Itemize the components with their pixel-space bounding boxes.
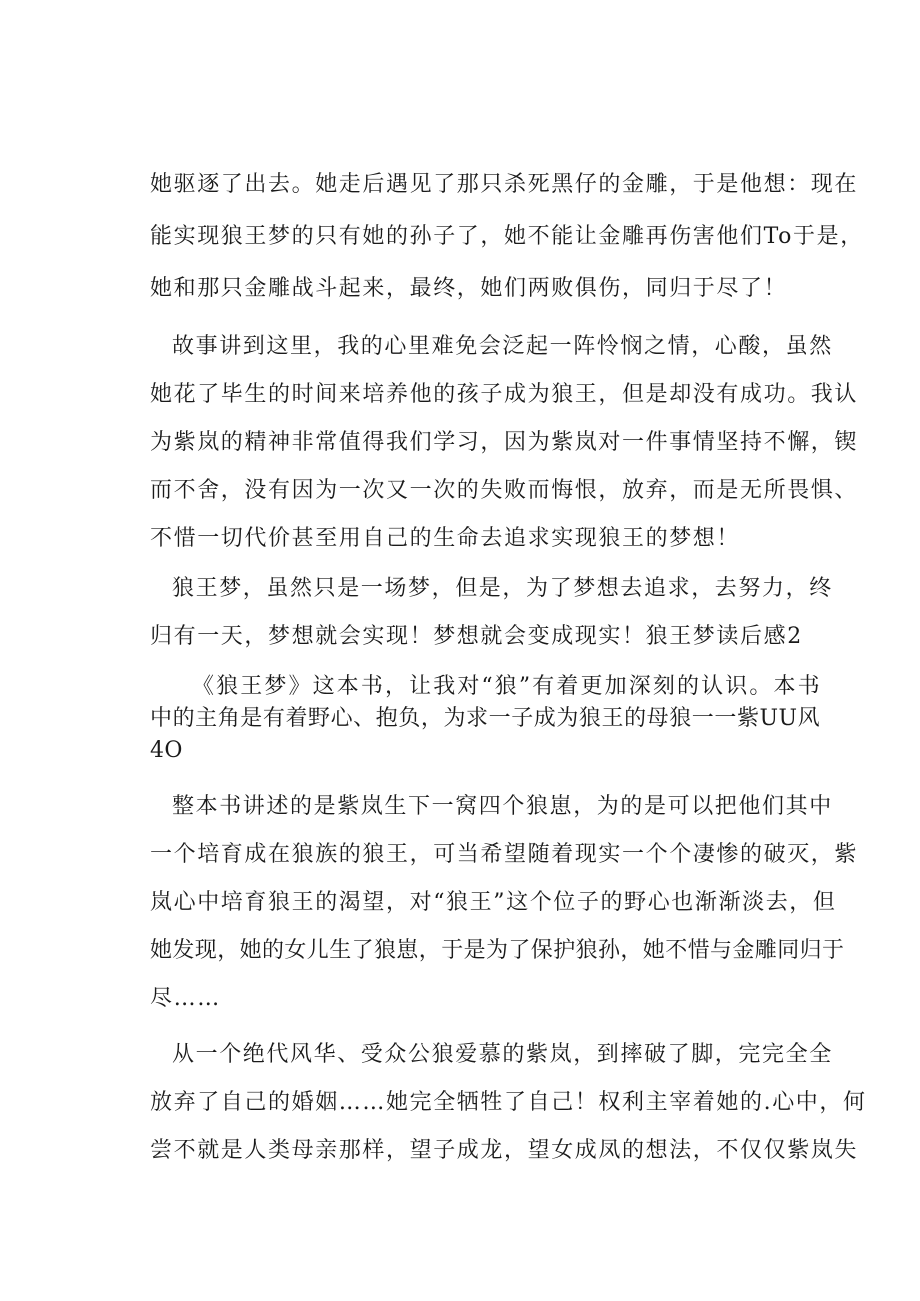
text-line: 狼王梦，虽然只是一场梦，但是，为了梦想去追求，去努力，终 [172, 576, 833, 601]
text-line: 而不舍，没有因为一次又一次的失败而悔恨，放弃，而是无所畏惧、 [150, 478, 859, 503]
text-line: 为紫岚的精神非常值得我们学习，因为紫岚对一件事情坚持不懈，锲 [150, 430, 859, 455]
text-line: 放弃了自己的婚姻……她完全牺牲了自己！权利主宰着她的.心中，何 [150, 1090, 867, 1115]
text-line: 故事讲到这里，我的心里难免会泛起一阵怜悯之情，心酸，虽然 [172, 334, 833, 359]
text-line: 尽…… [150, 986, 221, 1011]
text-line: 她和那只金雕战斗起来，最终，她们两败俱伤，同归于尽了！ [150, 276, 788, 301]
text-line: 她发现，她的女儿生了狼崽，于是为了保护狼孙，她不惜与金雕同归于 [150, 938, 845, 963]
text-line: 中的主角是有着野心、抱负，为求一子成为狼王的母狼一一紫UU风 [150, 706, 820, 731]
text-line: 《狼王梦》这本书，让我对“狼”有着更加深刻的认识。本书 [192, 674, 820, 699]
text-line: 4O [150, 738, 183, 763]
text-line: 她驱逐了出去。她走后遇见了那只杀死黑仔的金雕，于是他想：现在 [150, 172, 859, 197]
text-line: 尝不就是人类母亲那样，望子成龙，望女成凤的想法，不仅仅紫岚失 [150, 1138, 859, 1163]
text-line: 不惜一切代价甚至用自己的生命去追求实现狼王的梦想！ [150, 526, 741, 551]
text-line: 归有一天，梦想就会实现！梦想就会变成现实！狼王梦读后感2 [150, 624, 803, 649]
text-line: 从一个绝代风华、受众公狼爱慕的紫岚，到摔破了脚，完完全全 [172, 1042, 833, 1067]
text-line: 岚心中培育狼王的渴望，对“狼王”这个位子的野心也渐渐淡去，但 [150, 890, 837, 915]
text-line: 一个培育成在狼族的狼王，可当希望随着现实一个个凄惨的破灭，紫 [150, 842, 859, 867]
text-line: 整本书讲述的是紫岚生下一窝四个狼崽，为的是可以把他们其中 [172, 794, 833, 819]
text-line: 能实现狼王梦的只有她的孙子了，她不能让金雕再伤害他们To于是， [150, 224, 864, 249]
text-line: 她花了毕生的时间来培养他的孩子成为狼王，但是却没有成功。我认 [150, 382, 859, 407]
